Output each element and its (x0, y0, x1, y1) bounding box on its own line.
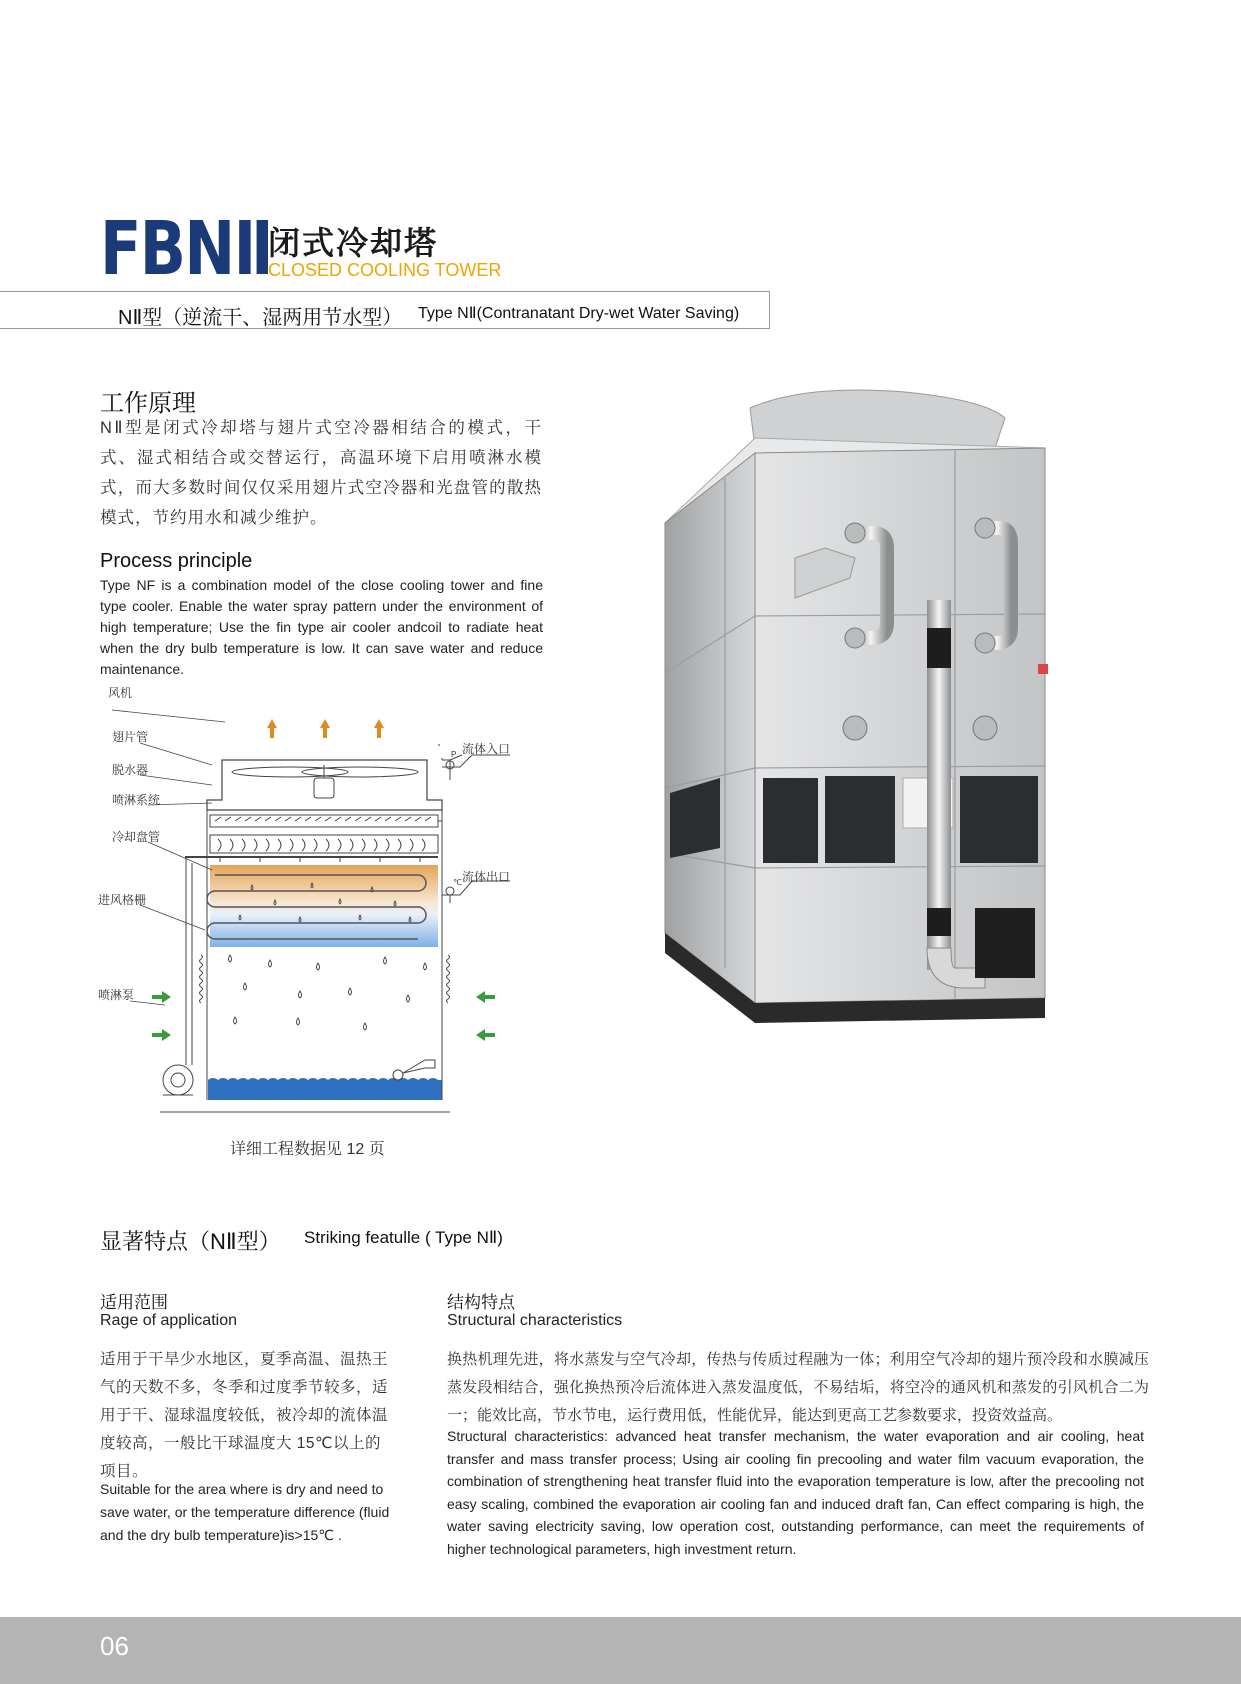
page-number: 06 (100, 1631, 129, 1661)
inlet-louver (200, 950, 450, 1040)
application-title-cn: 适用范围 (100, 1293, 168, 1312)
airflow-arrows (152, 991, 495, 1041)
cooling-tower-schematic (90, 686, 560, 1125)
drift-eliminator (210, 835, 438, 853)
water-basin (208, 1080, 442, 1100)
page-title-cn: 闭式冷却塔 (268, 225, 439, 261)
svg-text:℃: ℃ (453, 878, 462, 887)
product-photo (655, 388, 1135, 1038)
exhaust-arrows (267, 719, 384, 738)
footer-bar (0, 1617, 1241, 1684)
principle-text-cn: NⅡ型是闭式冷却塔与翅片式空冷器相结合的模式，干式、湿式相结合或交替运行，高温环境下启用喷淋水模式，而大多数时间仅仅采用翅片式空冷器和光盘管的散热模式，节约用水和减少维护。 (100, 419, 542, 527)
structure-text-en: Structural characteristics: advanced heat transfer mechanism, the water evaporation and air cooling, heat transfer and mass transfer process; Using air cooling fin precooling and water film vacuum evaporation, the combination of strengthening heat transfer fluid into the evaporation temperature is low, after the precooling not easy scaling, combined the evaporation air cooling fan and induced draft fan, Can effect comparing is high, the water saving electricity saving, low operation cost, outstanding performance, can meet the requirements of higher technological parameters, high investment return. (447, 1428, 1144, 1557)
principle-heading-cn: 工作原理 (100, 390, 196, 417)
features-heading-en: Striking featulle ( Type NⅡ) (304, 1228, 503, 1247)
structure-title-cn: 结构特点 (447, 1293, 515, 1312)
application-title-en: Rage of application (100, 1312, 237, 1329)
cooling-coil (210, 865, 438, 947)
svg-text:P: P (451, 750, 457, 759)
application-text-en: Suitable for the area where is dry and need to save water, or the temperature difference (fluid and the dry bulb temperature)is>15℃ . (100, 1481, 390, 1543)
label-fluid-inlet: 流体入口 (462, 742, 511, 756)
structure-title-en: Structural characteristics (447, 1312, 623, 1329)
label-fin-tube: 翅片管 (112, 730, 149, 744)
type-label-en: Type NⅡ(Contranatant Dry-wet Water Saving) (418, 305, 740, 322)
label-fan: 风机 (108, 686, 133, 700)
structure-text-cn: 换热机理先进，将水蒸发与空气冷却，传热与传质过程融为一体；利用空气冷却的翅片预冷段和水膜减压蒸发段相结合，强化换热预冷后流体进入蒸发温度低，不易结垢，将空冷的通风机和蒸发的引风机合二为一；能效比高，节水节电，运行费用低，性能优异，能达到更高工艺参数要求，投资效益高。 (447, 1351, 1149, 1424)
label-inlet-louver: 进风格栅 (98, 893, 147, 907)
label-cooling-coil: 冷却盘管 (112, 830, 161, 844)
application-text-cn: 适用于干旱少水地区，夏季高温、温热王气的天数不多，冬季和过度季节较多，适用于干、湿球温度较低，被冷却的流体温度较高，一般比干球温度大 15℃以上的项目。 (100, 1351, 389, 1480)
fin-tube (210, 815, 438, 827)
water-droplets (229, 955, 427, 1030)
reference-note: 详细工程数据见 12 页 (230, 1141, 385, 1158)
label-fluid-outlet: 流体出口 (462, 870, 511, 884)
fan-icon (232, 765, 418, 798)
label-eliminator: 脱水器 (112, 763, 149, 777)
fluid-inlet-pipe (438, 758, 442, 833)
label-spray-pump: 喷淋泵 (98, 988, 135, 1002)
spray-pump-icon (163, 857, 193, 1095)
principle-heading-en: Process principle (100, 550, 253, 572)
page-title-en: CLOSED COOLING TOWER (268, 260, 502, 280)
features-heading-cn: 显著特点（NⅡ型） (100, 1229, 281, 1254)
type-label-cn: NⅡ型（逆流干、湿两用节水型） (118, 307, 403, 329)
label-spray-system: 喷淋系统 (112, 793, 161, 807)
principle-text-en: Type NF is a combination model of the close cooling tower and fine type cooler. Enable the water spray pattern under the environment of high temperature; Use the fin type air cooler andcoil to radiate heat when the dry bulb temperature is low. It can save water and reduce maintenance. (100, 577, 543, 677)
brand-logo: FBNⅡ (100, 206, 272, 292)
